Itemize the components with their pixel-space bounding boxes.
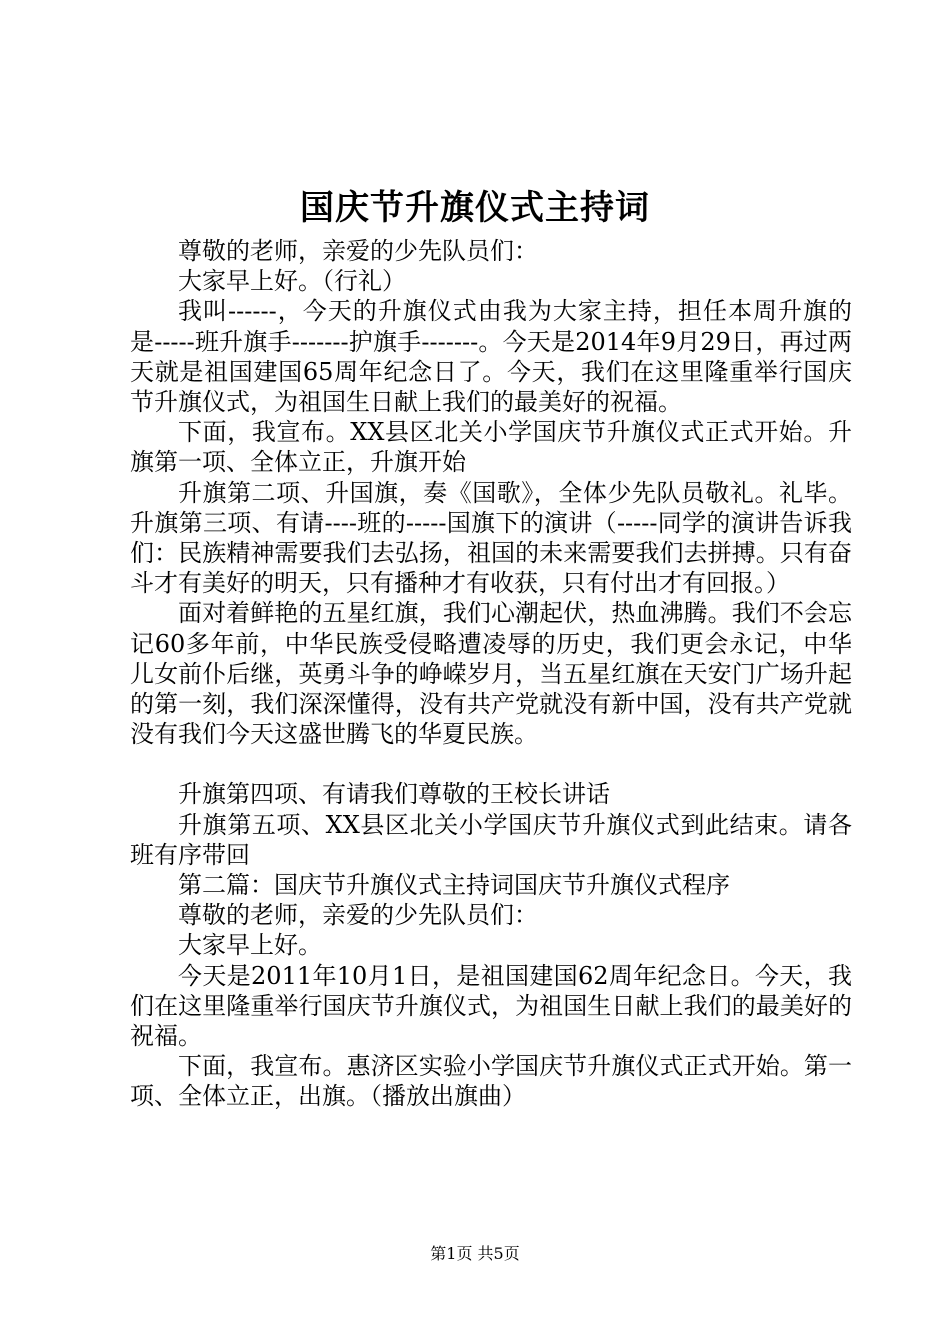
paragraph-second-section-heading: 第二篇：国庆节升旗仪式主持词国庆节升旗仪式程序 (178, 871, 730, 900)
paragraph-step-two-three: 升旗第二项、升国旗，奏《国歌》，全体少先队员敬礼。礼毕。升旗第三项、有请----班的-----国旗下的演讲（-----同学的演讲告诉我们：民族精神需要我们去弘扬，祖国的未来需要我们去拼搏。只有奋斗才有美好的明天，只有播种才有收获，只有付出才有回报。） (130, 478, 852, 598)
paragraph-announcement-2: 下面，我宣布。惠济区实验小学国庆节升旗仪式正式开始。第一项、全体立正，出旗。（播放出旗曲） (130, 1052, 852, 1111)
paragraph-step-five: 升旗第五项、XX县区北关小学国庆节升旗仪式到此结束。请各班有序带回 (130, 810, 852, 869)
paragraph-date-2: 今天是2011年10月1日，是祖国建国62周年纪念日。今天，我们在这里隆重举行国庆节升旗仪式，为祖国生日献上我们的最美好的祝福。 (130, 961, 852, 1051)
paragraph-good-morning: 大家早上好。（行礼） (178, 267, 406, 296)
paragraph-greeting-2: 尊敬的老师，亲爱的少先队员们： (178, 901, 538, 930)
paragraph-introduction: 我叫------，今天的升旗仪式由我为大家主持，担任本周升旗的是-----班升旗手-------护旗手-------。今天是2014年9月29日，再过两天就是祖国建国65周年纪念日了。今天，我们在这里隆重举行国庆节升旗仪式，为祖国生日献上我们的最美好的祝福。 (130, 297, 852, 417)
paragraph-reflection: 面对着鲜艳的五星红旗，我们心潮起伏，热血沸腾。我们不会忘记60多年前，中华民族受侵略遭凌辱的历史，我们更会永记，中华儿女前仆后继，英勇斗争的峥嵘岁月，当五星红旗在天安门广场升起的第一刻，我们深深懂得，没有共产党就没有新中国，没有共产党就没有我们今天这盛世腾飞的华夏民族。 (130, 599, 852, 749)
paragraph-announcement: 下面，我宣布。XX县区北关小学国庆节升旗仪式正式开始。升旗第一项、全体立正，升旗开始 (130, 418, 852, 477)
paragraph-step-four: 升旗第四项、有请我们尊敬的王校长讲话 (178, 780, 610, 809)
document-title: 国庆节升旗仪式主持词 (300, 188, 650, 228)
paragraph-greeting: 尊敬的老师，亲爱的少先队员们： (178, 237, 538, 265)
page-footer: 第1页 共5页 (430, 1244, 520, 1263)
document-body (130, 236, 852, 1112)
paragraph-good-morning-2: 大家早上好。 (178, 931, 322, 960)
paragraph-gap (130, 749, 852, 779)
